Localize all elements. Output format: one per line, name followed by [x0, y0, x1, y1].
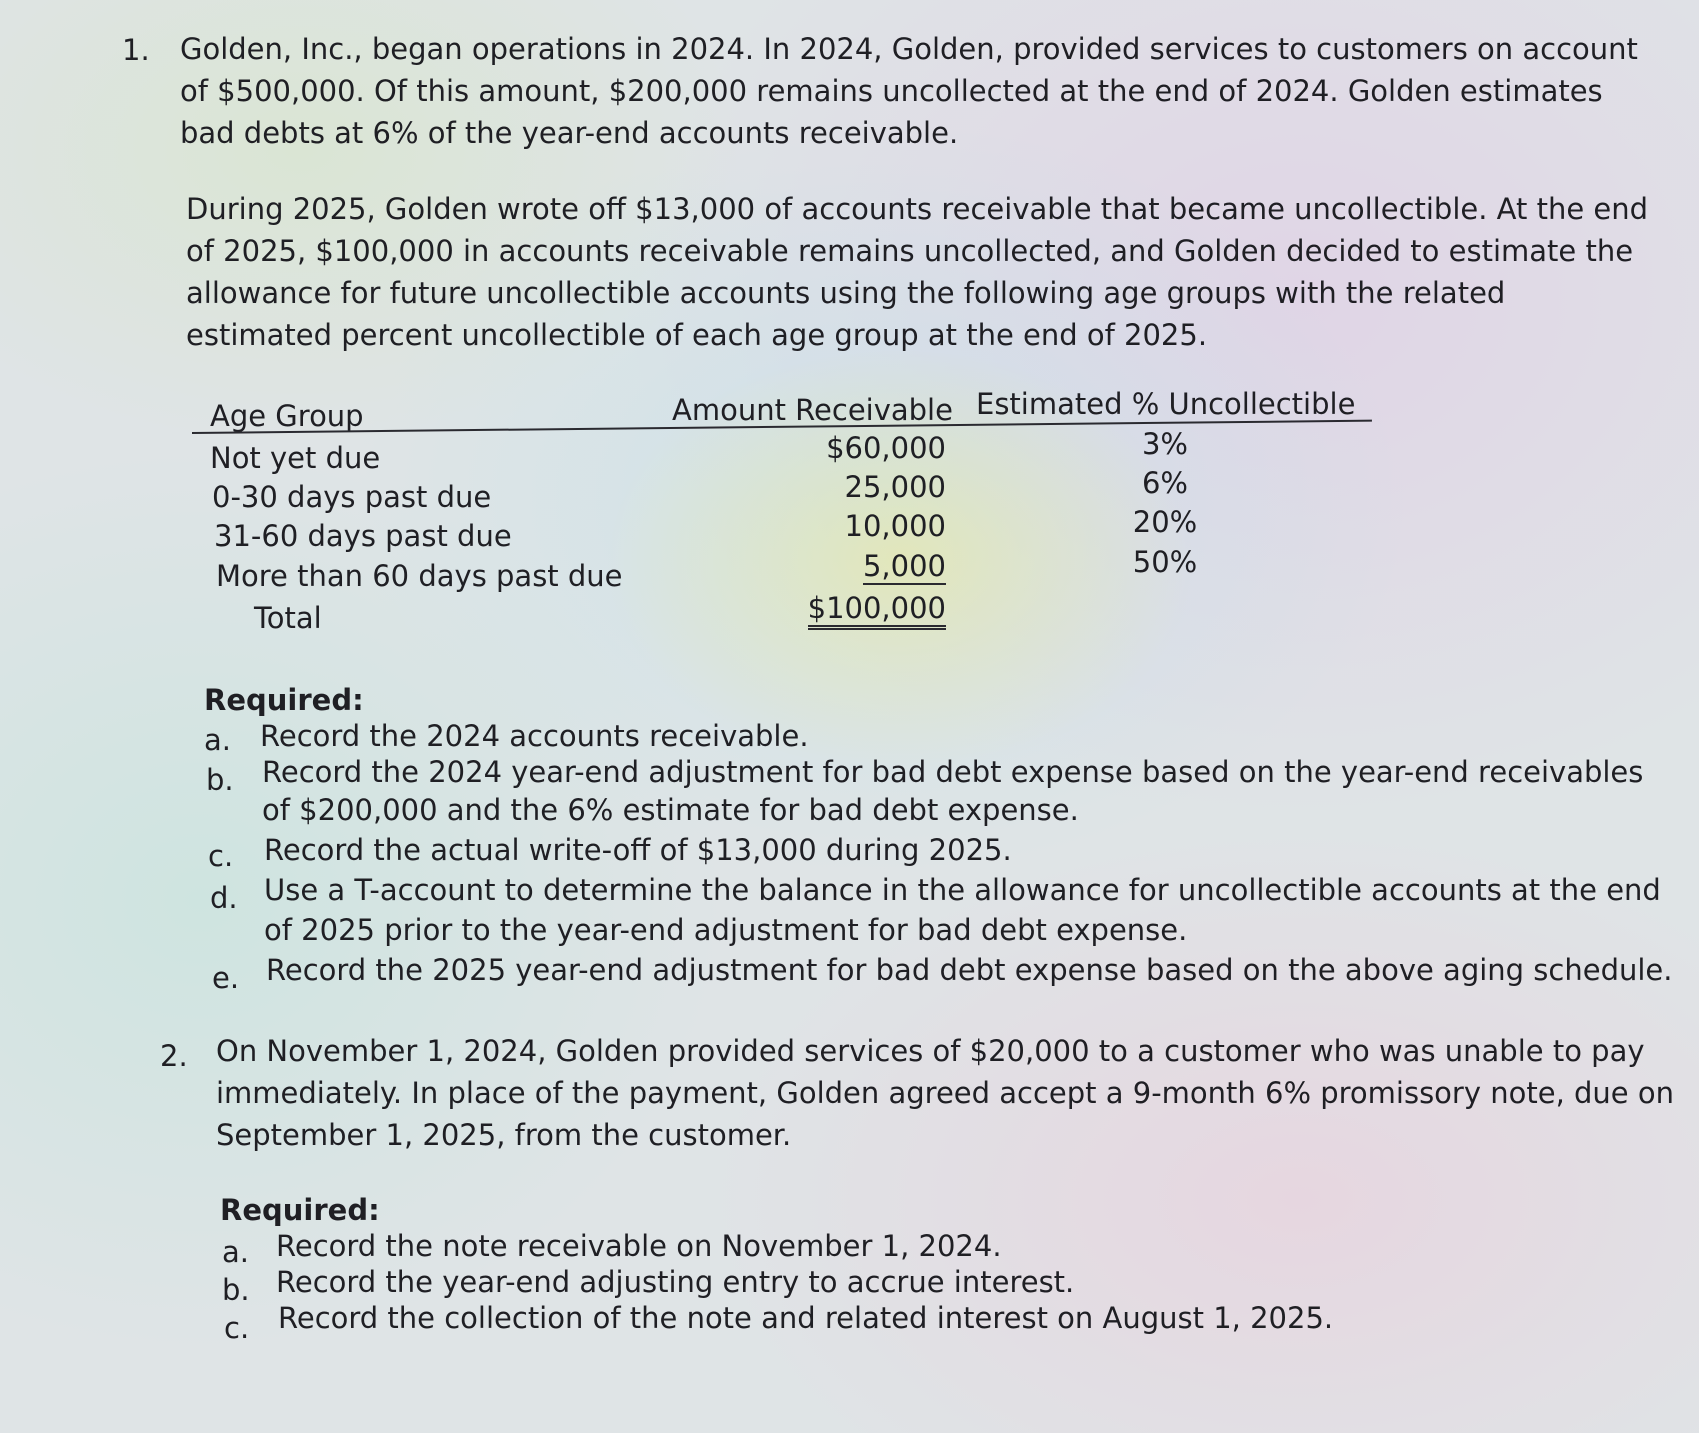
header-age-group: Age Group: [210, 399, 364, 433]
q1-item-letter: e.: [212, 961, 240, 995]
q2-item-text: Record the collection of the note and related interest on August 1, 2025.: [278, 1301, 1334, 1335]
q1-item-letter: b.: [206, 763, 234, 797]
q2-intro-line: September 1, 2025, from the customer.: [216, 1118, 792, 1152]
header-estimated-uncollectible: Estimated % Uncollectible: [976, 387, 1356, 421]
q2-intro-line: On November 1, 2024, Golden provided services of $20,000 to a customer who was unable to pay: [216, 1034, 1645, 1068]
q1-item-text: Record the 2025 year-end adjustment for bad debt expense based on the above aging schedule.: [266, 953, 1673, 987]
q1-item-text: Record the actual write-off of $13,000 during 2025.: [264, 833, 1012, 867]
total-amount: [760, 588, 946, 628]
q1-number: 1.: [122, 33, 150, 67]
q1-item-letter: a.: [204, 723, 231, 757]
q2-item-text: Record the note receivable on November 1, 2024.: [276, 1229, 1002, 1263]
q2-item-letter: a.: [222, 1235, 249, 1269]
row-amount: 25,000: [844, 470, 946, 504]
row-percent: 6%: [1141, 466, 1188, 500]
row-percent: 3%: [1141, 427, 1188, 461]
q1-item-text: Use a T-account to determine the balance in the allowance for uncollectible accounts at the end: [264, 873, 1661, 907]
q1-item-letter: d.: [210, 881, 238, 915]
row-amount: 10,000: [844, 509, 946, 543]
q1-item-letter: c.: [208, 839, 234, 873]
q1-intro: [180, 28, 1638, 154]
q1-para2-line: estimated percent uncollectible of each age group at the end of 2025.: [186, 318, 1208, 352]
q2-number: 2.: [160, 1039, 188, 1073]
total-amount-value: $100,000: [808, 591, 946, 630]
header-amount-receivable: Amount Receivable: [672, 393, 953, 427]
row-amount: $60,000: [826, 431, 946, 465]
q1-para2-line: During 2025, Golden wrote off $13,000 of accounts receivable that became uncollectible. At the end: [186, 192, 1649, 226]
q2-intro-line: immediately. In place of the payment, Golden agreed accept a 9-month 6% promissory note, due on: [216, 1076, 1674, 1110]
q2-item-letter: c.: [224, 1311, 250, 1345]
q1-item-text: Record the 2024 accounts receivable.: [260, 719, 809, 753]
row-age: 0-30 days past due: [212, 480, 492, 514]
q1-para2-line: allowance for future uncollectible accounts using the following age groups with the related: [186, 276, 1506, 310]
q2-intro: [216, 1030, 1674, 1156]
q1-paragraph-2: [186, 188, 1648, 356]
row-age: More than 60 days past due: [216, 559, 623, 593]
q1-item-text: of 2025 prior to the year-end adjustment for bad debt expense.: [264, 913, 1188, 947]
q1-required-label: Required:: [204, 683, 364, 717]
row-amount-value: 5,000: [862, 549, 946, 583]
q2-item-text: Record the year-end adjusting entry to accrue interest.: [276, 1265, 1075, 1299]
q1-intro-line: Golden, Inc., began operations in 2024. In 2024, Golden, provided services to customers on account: [180, 32, 1638, 66]
row-percent: 20%: [1132, 505, 1198, 539]
q1-item-text: of $200,000 and the 6% estimate for bad debt expense.: [262, 793, 1079, 827]
row-percent: 50%: [1132, 545, 1198, 579]
q1-intro-line: bad debts at 6% of the year-end accounts receivable.: [180, 116, 959, 150]
total-label: Total: [254, 601, 322, 635]
row-age: Not yet due: [210, 441, 381, 475]
q2-required-label: Required:: [220, 1193, 380, 1227]
q1-intro-line: of $500,000. Of this amount, $200,000 remains uncollected at the end of 2024. Golden estimates: [180, 74, 1603, 108]
q1-item-text: Record the 2024 year-end adjustment for bad debt expense based on the year-end receivables: [262, 755, 1644, 789]
q1-para2-line: of 2025, $100,000 in accounts receivable remains uncollected, and Golden decided to estimate the: [186, 234, 1634, 268]
row-amount: [760, 546, 946, 586]
q2-item-letter: b.: [222, 1273, 250, 1307]
row-age: 31-60 days past due: [214, 519, 512, 553]
